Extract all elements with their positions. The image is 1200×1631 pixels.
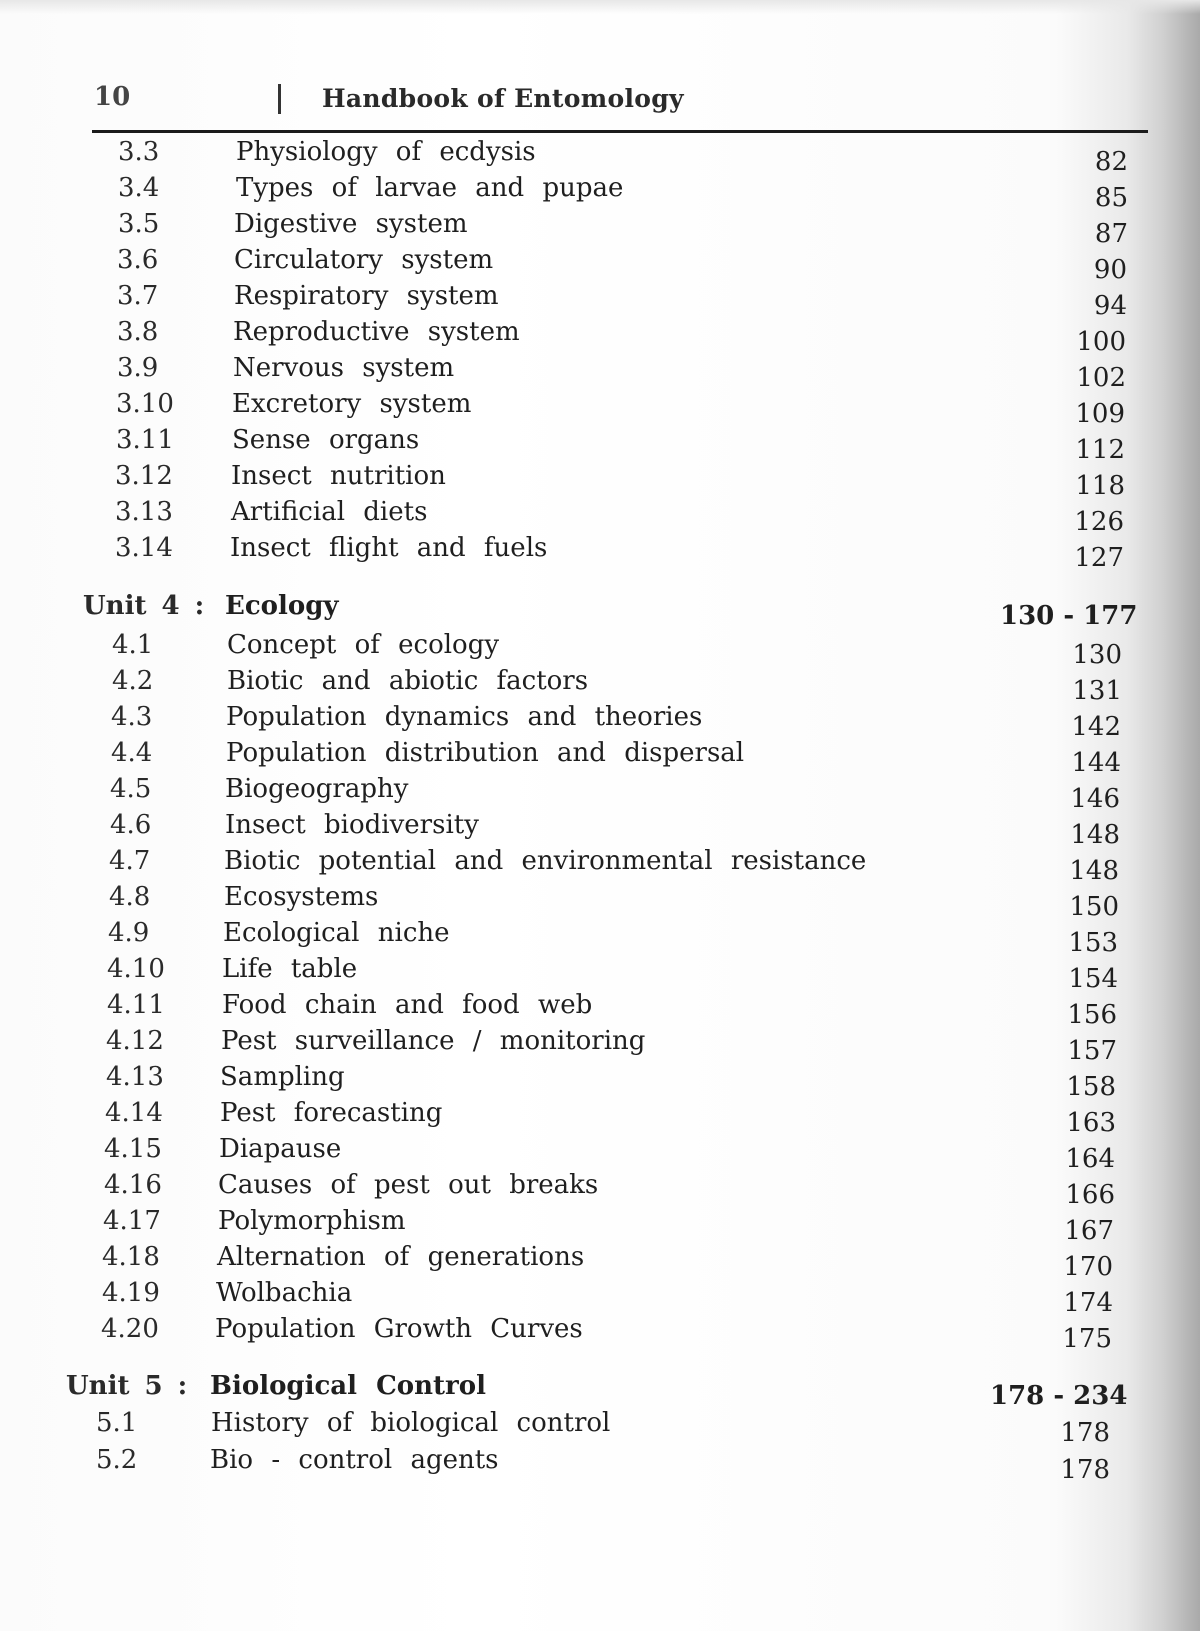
toc-section-number: 5.2 [96,1445,138,1475]
toc-entry [0,663,1200,706]
toc-section-number: Unit 4 : [83,591,205,621]
toc-section-number: 4.8 [109,882,151,912]
toc-page-number: 90 [1093,255,1127,285]
header-divider [278,84,281,114]
toc-page-number: 178 [1060,1418,1110,1448]
toc-page-number: 126 [1074,507,1124,537]
toc-section-number: 4.3 [111,702,153,732]
toc-page-number: 150 [1069,892,1119,922]
toc-section-title: Biotic potential and environmental resistance [224,846,867,876]
toc-page-number: 109 [1075,399,1125,429]
toc-page-number: 167 [1064,1216,1114,1246]
toc-section-number: 3.7 [117,281,159,311]
toc-section-title: Ecological niche [223,918,450,948]
toc-unit-heading [0,588,1200,631]
toc-entry [0,915,1200,958]
toc-page-number: 178 - 234 [990,1381,1128,1411]
toc-entry [0,1442,1200,1485]
toc-section-number: 4.15 [104,1134,162,1164]
toc-unit-heading [0,1368,1200,1411]
book-title: Handbook of Entomology [322,84,684,113]
toc-page-number: 158 [1066,1072,1116,1102]
toc-page-number: 118 [1075,471,1125,501]
toc-section-number: 3.3 [118,137,160,167]
toc-page-number: 163 [1066,1108,1116,1138]
toc-entry [0,1095,1200,1138]
toc-section-number: 4.19 [102,1278,160,1308]
toc-entry [0,1059,1200,1102]
toc-entry [0,735,1200,778]
toc-page-number: 94 [1093,291,1127,321]
toc-section-title: Causes of pest out breaks [218,1170,599,1200]
toc-page-number: 153 [1068,928,1118,958]
toc-entry [0,170,1200,213]
toc-section-title: Sampling [220,1062,345,1092]
toc-section-number: 4.14 [105,1098,163,1128]
toc-section-title: Nervous system [233,353,455,383]
toc-section-title: Diapause [219,1134,342,1164]
toc-entry [0,386,1200,429]
toc-section-number: 3.12 [115,461,173,491]
toc-section-title: Digestive system [234,209,468,239]
toc-section-title: Respiratory system [234,281,499,311]
toc-section-number: 3.10 [116,389,174,419]
toc-entry [0,242,1200,285]
toc-page-number: 102 [1076,363,1126,393]
toc-section-title: Insect biodiversity [225,810,479,840]
toc-section-number: 3.11 [116,425,174,455]
toc-page-number: 127 [1074,543,1124,573]
toc-entry [0,206,1200,249]
toc-section-number: 4.4 [111,738,153,768]
toc-section-title: Ecosystems [224,882,379,912]
toc-page-number: 178 [1060,1455,1110,1485]
toc-section-title: Alternation of generations [217,1242,585,1272]
toc-section-number: 4.12 [106,1026,164,1056]
toc-section-number: 4.1 [112,630,154,660]
toc-section-number: 4.6 [110,810,152,840]
toc-section-number: 4.7 [109,846,151,876]
toc-section-title: Life table [222,954,358,984]
toc-section-number: 4.5 [110,774,152,804]
toc-section-number: 4.13 [106,1062,164,1092]
toc-entry [0,494,1200,537]
page-top-shadow [0,0,1200,14]
toc-page-number: 148 [1069,856,1119,886]
toc-page-number: 142 [1071,712,1121,742]
toc-entry [0,530,1200,573]
toc-entry [0,1023,1200,1066]
toc-page-number: 148 [1070,820,1120,850]
toc-section-number: 3.8 [117,317,159,347]
toc-page-number: 170 [1063,1252,1113,1282]
toc-entry [0,350,1200,393]
toc-entry [0,951,1200,994]
toc-entry [0,1203,1200,1246]
toc-section-number: 4.2 [112,666,154,696]
toc-page-number: 100 [1076,327,1126,357]
toc-section-title: Concept of ecology [227,630,500,660]
toc-section-number: 5.1 [96,1408,138,1438]
toc-page-number: 87 [1094,219,1128,249]
toc-section-title: Excretory system [232,389,472,419]
toc-page-number: 85 [1094,183,1128,213]
toc-page-number: 130 - 177 [1000,601,1138,631]
toc-page-number: 131 [1072,676,1122,706]
toc-page-number: 164 [1065,1144,1115,1174]
toc-section-title: Food chain and food web [222,990,593,1020]
toc-entry [0,627,1200,670]
toc-section-title: Insect flight and fuels [230,533,548,563]
toc-entry [0,1131,1200,1174]
toc-section-number: 3.6 [117,245,159,275]
toc-page-number: 146 [1070,784,1120,814]
toc-entry [0,314,1200,357]
toc-section-title: Pest forecasting [220,1098,443,1128]
page-number: 10 [94,82,131,112]
toc-entry [0,1405,1200,1448]
toc-entry [0,771,1200,814]
toc-entry [0,843,1200,886]
toc-entry [0,1275,1200,1318]
toc-page-number: 130 [1072,640,1122,670]
toc-section-title: Pest surveillance / monitoring [221,1026,646,1056]
toc-entry [0,1311,1200,1354]
toc-section-title: Insect nutrition [231,461,446,491]
toc-page-number: 144 [1071,748,1121,778]
toc-entry [0,278,1200,321]
toc-entry [0,807,1200,850]
toc-entry [0,422,1200,465]
toc-page-number: 154 [1068,964,1118,994]
toc-section-number: 3.9 [117,353,159,383]
toc-section-number: 4.17 [103,1206,161,1236]
toc-section-number: 3.5 [118,209,160,239]
toc-section-title: History of biological control [211,1408,611,1438]
toc-entry [0,699,1200,742]
toc-entry [0,1167,1200,1210]
toc-section-title: Population distribution and dispersal [226,738,745,768]
toc-section-number: 4.11 [107,990,165,1020]
toc-section-title: Polymorphism [218,1206,406,1236]
toc-page-number: 175 [1062,1324,1112,1354]
toc-page-number: 112 [1075,435,1125,465]
toc-entry [0,458,1200,501]
toc-section-title: Population dynamics and theories [226,702,703,732]
toc-section-title: Circulatory system [234,245,494,275]
toc-section-number: 4.10 [107,954,165,984]
toc-section-title: Wolbachia [216,1278,353,1308]
toc-section-number: 4.18 [102,1242,160,1272]
toc-section-title: Biotic and abiotic factors [227,666,589,696]
toc-section-title: Ecology [225,591,339,621]
toc-section-title: Population Growth Curves [215,1314,583,1344]
toc-section-number: 4.9 [108,918,150,948]
toc-entry [0,1239,1200,1282]
toc-section-number: Unit 5 : [66,1371,188,1401]
toc-entry [0,879,1200,922]
toc-section-title: Physiology of ecdysis [236,137,536,167]
toc-page-number: 82 [1094,147,1128,177]
toc-section-number: 4.16 [104,1170,162,1200]
toc-section-title: Reproductive system [233,317,520,347]
toc-section-title: Biogeography [225,774,409,804]
toc-section-number: 4.20 [101,1314,159,1344]
toc-section-number: 3.13 [115,497,173,527]
toc-section-number: 3.14 [115,533,173,563]
toc-page-number: 156 [1067,1000,1117,1030]
toc-page-number: 166 [1065,1180,1115,1210]
toc-section-title: Artificial diets [231,497,428,527]
toc-section-title: Sense organs [232,425,420,455]
toc-section-title: Biological Control [210,1371,486,1401]
running-header [92,78,1148,133]
toc-entry [0,134,1200,177]
toc-section-title: Types of larvae and pupae [236,173,624,203]
toc-page-number: 157 [1067,1036,1117,1066]
toc-entry [0,987,1200,1030]
toc-section-title: Bio - control agents [210,1445,499,1475]
toc-section-number: 3.4 [118,173,160,203]
toc-page-number: 174 [1063,1288,1113,1318]
